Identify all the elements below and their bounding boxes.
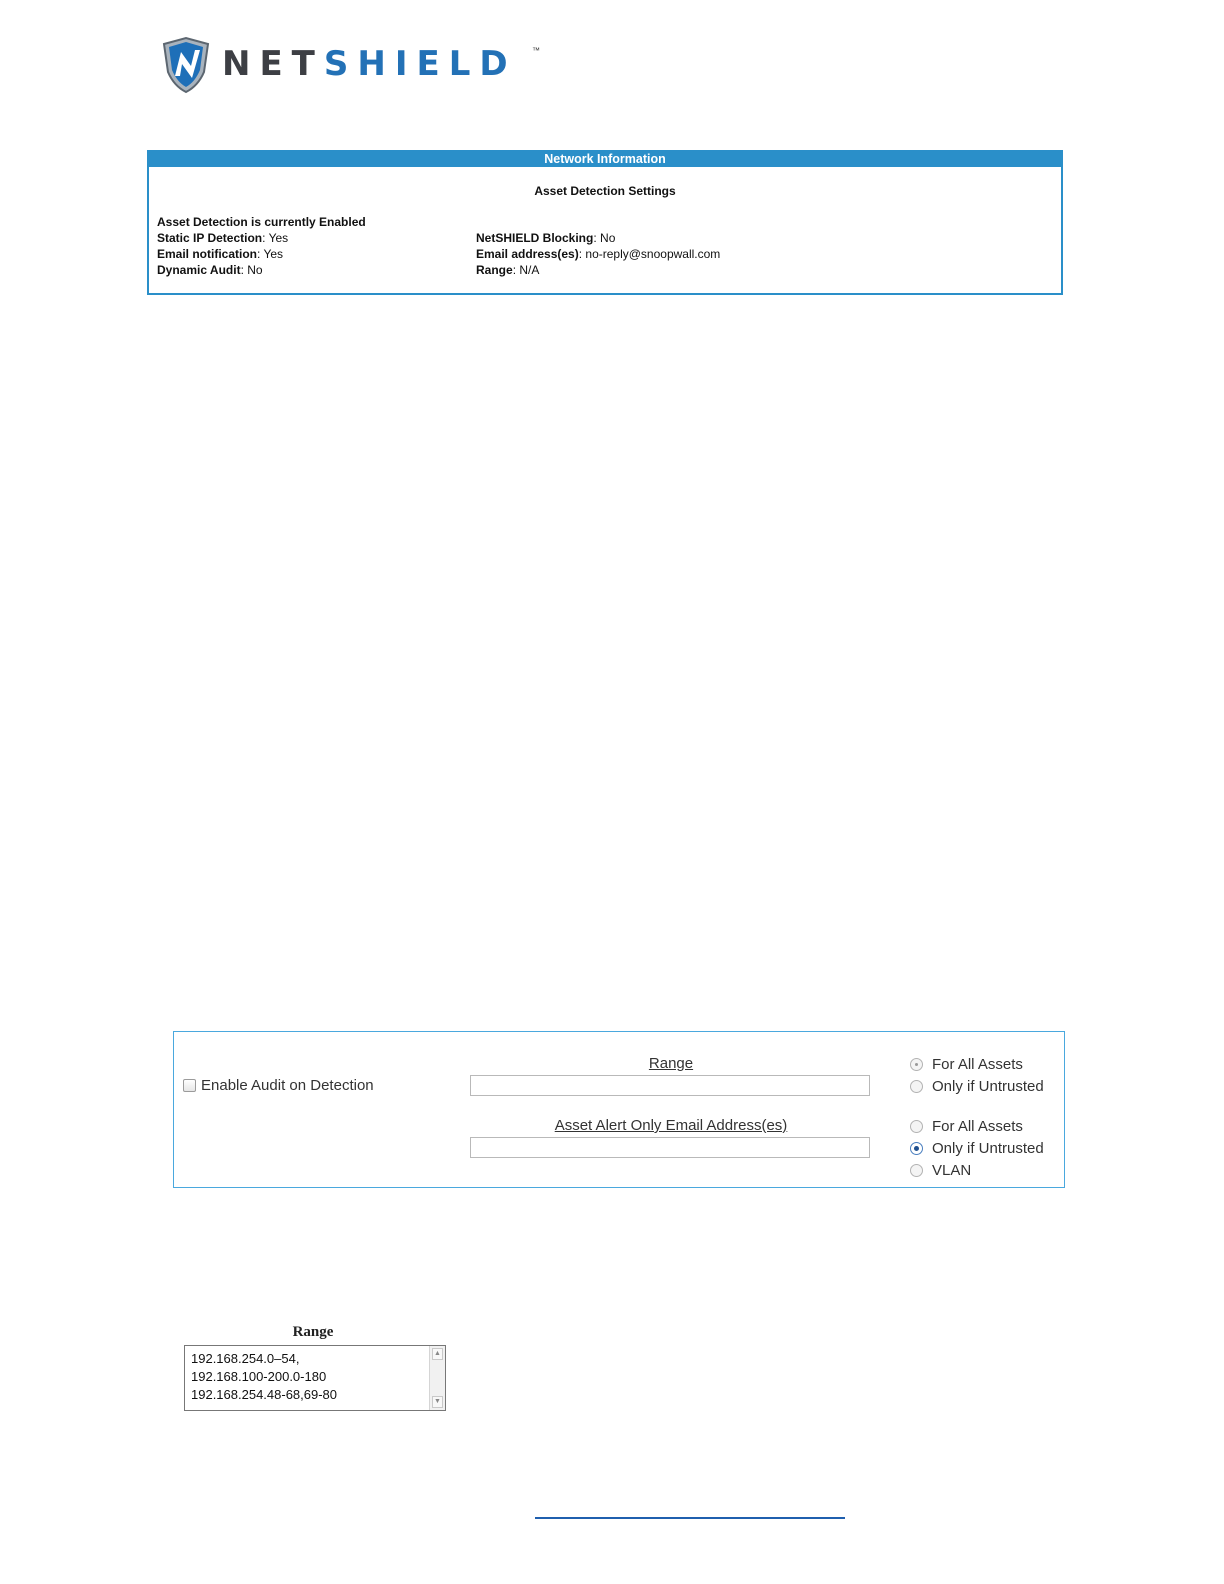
netshield-blocking: NetSHIELD Blocking: No xyxy=(476,231,616,245)
logo-wordmark xyxy=(222,42,517,86)
radio-button[interactable] xyxy=(910,1120,923,1133)
range-line: 192.168.254.0–54, xyxy=(191,1351,300,1366)
email-addresses: Email address(es): no-reply@snoopwall.com xyxy=(476,247,721,261)
setting-key: Range xyxy=(476,263,513,277)
footer-link-underline[interactable] xyxy=(535,1517,845,1519)
setting-key: NetSHIELD Blocking xyxy=(476,231,594,245)
alert-email-label: Asset Alert Only Email Address(es) xyxy=(554,1117,788,1134)
panel-subtitle: Asset Detection Settings xyxy=(534,184,676,198)
logo-word-shield: SHIELD xyxy=(323,44,517,84)
detection-status: Asset Detection is currently Enabled xyxy=(157,215,366,229)
setting-key: Email notification xyxy=(157,247,258,261)
email-option-vlan[interactable] xyxy=(910,1162,971,1179)
logo-trademark: ™ xyxy=(532,46,540,55)
setting-value: Yes xyxy=(268,231,289,245)
radio-button[interactable] xyxy=(910,1058,923,1071)
setting-value: no-reply@snoopwall.com xyxy=(585,247,721,261)
enable-audit-label: Enable Audit on Detection xyxy=(201,1077,374,1094)
radio-button[interactable] xyxy=(910,1142,923,1155)
enable-audit-row xyxy=(183,1077,374,1094)
radio-label: For All Assets xyxy=(932,1056,1023,1073)
range-line: 192.168.100-200.0-180 xyxy=(191,1369,327,1384)
audit-settings-panel xyxy=(173,1031,1065,1188)
dynamic-audit: Dynamic Audit: No xyxy=(157,263,263,277)
radio-button[interactable] xyxy=(910,1080,923,1093)
setting-key: Static IP Detection xyxy=(157,231,263,245)
alert-email-input[interactable] xyxy=(470,1137,870,1158)
setting-key: Dynamic Audit xyxy=(157,263,241,277)
radio-label: VLAN xyxy=(932,1162,972,1179)
panel-header: Network Information xyxy=(149,152,1061,167)
enable-audit-checkbox[interactable] xyxy=(183,1079,196,1092)
setting-value: Yes xyxy=(263,247,284,261)
range-label: Range xyxy=(648,1055,694,1072)
radio-label: For All Assets xyxy=(932,1118,1023,1135)
email-notification: Email notification: Yes xyxy=(157,247,284,261)
netshield-logo xyxy=(160,36,560,96)
range-example-title: Range xyxy=(292,1324,334,1340)
email-option-all-assets[interactable] xyxy=(910,1118,1023,1135)
range-option-only-untrusted[interactable] xyxy=(910,1078,1044,1095)
range-option-all-assets[interactable] xyxy=(910,1056,1023,1073)
setting-value: No xyxy=(247,263,263,277)
textarea-scrollbar[interactable] xyxy=(429,1346,445,1410)
logo-word-net: NET xyxy=(222,44,324,84)
email-option-only-untrusted[interactable] xyxy=(910,1140,1044,1157)
radio-label: Only if Untrusted xyxy=(932,1078,1044,1095)
scroll-up-icon[interactable]: ▲ xyxy=(432,1348,443,1360)
range-line: 192.168.254.48-68,69-80 xyxy=(191,1387,338,1402)
radio-button[interactable] xyxy=(910,1164,923,1177)
setting-value: N/A xyxy=(519,263,540,277)
scroll-down-icon[interactable]: ▼ xyxy=(432,1396,443,1408)
range-input[interactable] xyxy=(470,1075,870,1096)
setting-key: Email address(es) xyxy=(476,247,579,261)
setting-value: No xyxy=(600,231,616,245)
network-information-panel xyxy=(147,150,1063,295)
range-textarea[interactable] xyxy=(184,1345,446,1411)
radio-label: Only if Untrusted xyxy=(932,1140,1044,1157)
static-ip-detection: Static IP Detection: Yes xyxy=(157,231,289,245)
range-setting: Range: N/A xyxy=(476,263,540,277)
shield-logo-icon xyxy=(160,36,212,94)
